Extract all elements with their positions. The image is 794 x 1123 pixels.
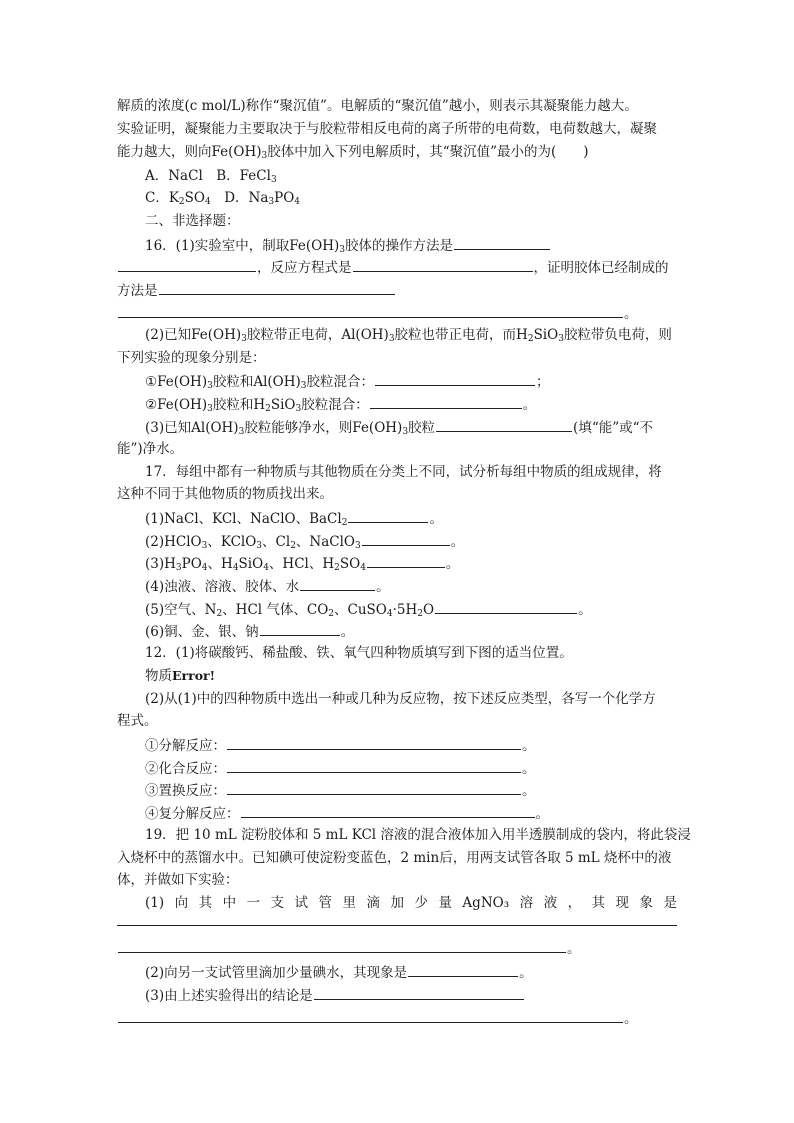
question-19-line: 19．把 10 mL 淀粉胶体和 5 mL KCl 溶液的混合液体加入用半透膜制成的袋内，将此袋浸	[145, 827, 691, 843]
group-item: (6)铜、金、银、钠 。	[145, 621, 705, 641]
question-17-line: 17．每组中都有一种物质与其他物质在分类上不同，试分析每组中物质的组成规律，将	[145, 464, 662, 480]
question-16-line: ，反应方程式是 ，证明胶体已经制成的	[117, 257, 677, 277]
question-16-line: 。	[117, 303, 677, 323]
answer-blank[interactable]	[375, 371, 535, 386]
paragraph-line: 实验证明，凝聚能力主要取决于与胶粒带相反电荷的离子所带的电荷数，电荷数越大，凝聚	[117, 121, 657, 137]
answer-blank[interactable]	[348, 508, 428, 523]
answer-blank[interactable]	[118, 257, 256, 272]
reaction-item: ④复分解反应： 。	[145, 803, 705, 823]
answer-blank[interactable]	[227, 758, 521, 773]
question-12-line: 12．(1)将碳酸钙、稀盐酸、铁、氧气四种物质填写到下图的适当位置。	[145, 645, 573, 661]
group-item: $(3)H_3PO_4$、$H_4SiO_4$、HCl、$H_2SO_4$ 。	[145, 553, 705, 573]
justified-text: (1) 向 其 中 一 支 试 管 里 滴 加 少 量 AgNO₃ 溶 液 ， 其 现 象 是	[145, 895, 677, 911]
answer-blank[interactable]	[227, 735, 521, 750]
answer-blank[interactable]	[353, 257, 533, 272]
question-19-1-line: 。	[117, 938, 677, 958]
answer-line[interactable]	[117, 925, 677, 926]
question-12-line: (2)从(1)中的四种物质中选出一种或几种为反应物，按下述反应类型，各写一个化学方	[145, 691, 656, 707]
question-16-2-item: $①Fe(OH)_3$胶粒和$Al(OH)_3$胶粒混合： ；	[145, 371, 705, 391]
question-16-3-line: 能”)净水。	[117, 441, 184, 457]
question-16-2-item: $②Fe(OH)_3$胶粒和$H_2SiO_3$胶粒混合： 。	[145, 394, 705, 414]
question-16-line: 方法是	[117, 280, 677, 300]
error-placeholder: 物质Error!	[145, 668, 216, 684]
group-item: (2)HClO$_3$、KClO$_3$、$Cl_2$、NaClO$_3$ 。	[145, 531, 705, 551]
answer-blank[interactable]	[118, 303, 623, 318]
answer-blank[interactable]	[454, 235, 550, 250]
section-heading: 二、非选择题：	[145, 213, 240, 229]
reaction-item: ③置换反应： 。	[145, 780, 705, 800]
answer-blank[interactable]	[227, 780, 521, 795]
paragraph-line: 解质的浓度(c mol/L)称作“聚沉值”。电解质的“聚沉值”越小，则表示其凝聚能力越大。	[117, 98, 638, 114]
answer-blank[interactable]	[118, 1008, 623, 1023]
question-17-line: 这种不同于其他物质的物质找出来。	[117, 486, 333, 502]
question-16-2-line: 下列实验的现象分别是：	[117, 350, 266, 366]
answer-blank[interactable]	[367, 553, 445, 568]
group-item: (1)NaCl、KCl、NaClO、BaCl$_2$ 。	[145, 508, 705, 528]
option-line-cd: C．$K_2SO_4$ D．$Na_3PO_4$	[145, 190, 301, 207]
answer-blank[interactable]	[362, 531, 450, 546]
question-19-3-line: (3)由上述实验得出的结论是	[145, 985, 705, 1005]
question-16-2-line: (2)已知$Fe(OH)_3$胶粒带正电荷，$Al(OH)_3$胶粒也带正电荷，而$H_2SiO_3$胶粒带负电荷，则	[145, 327, 672, 344]
answer-blank[interactable]	[370, 394, 522, 409]
answer-blank[interactable]	[435, 599, 577, 614]
question-19-line: 体，并做如下实验：	[117, 872, 239, 888]
answer-blank[interactable]	[260, 621, 340, 636]
question-19-line: 入烧杯中的蒸馏水中。已知碘可使淀粉变蓝色，2 min后，用两支试管各取 5 mL 烧杯中的液	[117, 850, 672, 866]
answer-blank[interactable]	[436, 417, 572, 432]
question-16-line: 16．(1)实验室中，制取$Fe(OH)_3$胶体的操作方法是	[145, 235, 705, 255]
answer-blank[interactable]	[300, 576, 375, 591]
question-12-line: 程式。	[117, 713, 158, 729]
group-item: (5)空气、$N_2$、HCl 气体、$CO_2$、$CuSO_4\cdot 5H_2O$ 。	[145, 599, 705, 619]
group-item: (4)浊液、溶液、胶体、水 。	[145, 576, 705, 596]
question-19-2-line: (2)向另一支试管里滴加少量碘水，其现象是 。	[145, 962, 705, 982]
question-19-1-line	[145, 894, 677, 912]
paragraph-line: 能力越大，则向$Fe(OH)_3$胶体中加入下列电解质时，其“聚沉值”最小的为( )	[117, 144, 589, 161]
answer-blank[interactable]	[159, 280, 395, 295]
option-line-ab: A．NaCl B．FeCl$_3$	[145, 168, 277, 185]
answer-blank[interactable]	[314, 985, 524, 1000]
reaction-item: ①分解反应： 。	[145, 735, 705, 755]
question-16-3-line: (3)已知$Al(OH)_3$胶粒能够净水，则$Fe(OH)_3$胶粒 (填“能”或“不	[145, 417, 705, 437]
question-19-3-line: 。	[117, 1008, 677, 1028]
answer-blank[interactable]	[118, 938, 566, 953]
reaction-item: ②化合反应： 。	[145, 758, 705, 778]
answer-blank[interactable]	[408, 962, 518, 977]
answer-blank[interactable]	[241, 803, 535, 818]
